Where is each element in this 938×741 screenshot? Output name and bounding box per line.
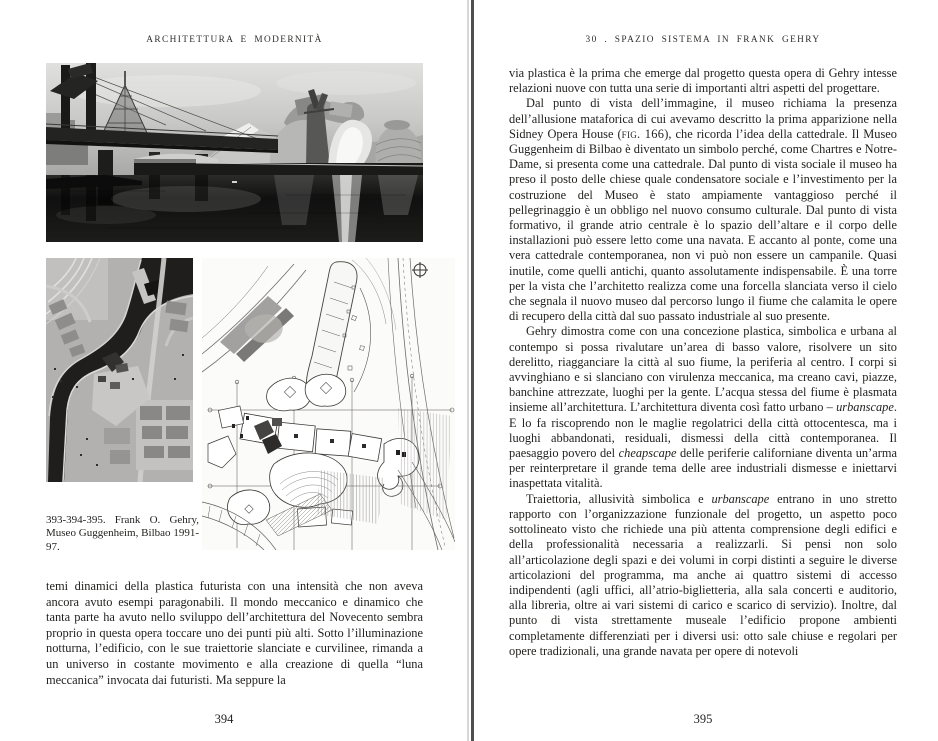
body-paragraph: temi dinamici della plastica futurista con una intensità che non aveva ancora avuto esempi paragonabili. Il mondo meccanico e dinamico che tanta parte ha avuto nello sviluppo dell’architettura del Novecento sembra proprio in questa opera toccare uno dei punti più alti. Sotto l’illuminazione notturna, l’edificio, con le sue traiettorie slanciate e curvilinee, rimanda a un universo in costante movimento e alla creazione di quella “luna meccanica” invocata dai futuristi. Ma seppure la: [46, 579, 423, 687]
page-number-left: 394: [214, 712, 234, 726]
italic-term: urbanscape: [711, 491, 770, 506]
italic-term: urbanscape: [836, 400, 894, 415]
body-text-right: [509, 66, 897, 706]
figure-aerial-site-photo: [46, 258, 193, 482]
running-head-left: ARCHITETTURA E MODERNITÀ: [146, 35, 323, 45]
body-paragraph: [509, 66, 897, 96]
page-gutter-divider: [471, 0, 474, 741]
quay: [134, 163, 423, 175]
paragraph-text: Gehry dimostra come con una concezione plastica, simbolica e urbana al contempo si possa rivalutare un’area di basso valore, risolvere un sito derelitto, riagganciare la città al suo fiume, la periferia al centro. I corpi si avvinghiano e si slanciano con virulenza meccanica, ma creano cavi, piazze, banchine attrezzate, luoghi per la gente. L’acqua stessa del fiume è plasmata insieme all’architettura. L’architettura diventa così fatto urbano –: [509, 324, 897, 415]
paragraph-text: delle periferie californiane diventa un’arma per reinterpretare il grande tema delle aree industriali dismesse e iniettarvi inaspettata vitalità.: [509, 446, 897, 491]
paragraph-text: via plastica è la prima che emerge dal progetto questa opera di Gehry intesse relazioni nuove con tutta una serie di importanti altri aspetti del progettare.: [509, 66, 897, 96]
body-paragraph: [509, 324, 897, 491]
running-head-right: 30 . SPAZIO SISTEMA IN FRANK GEHRY: [585, 35, 821, 45]
paragraph-text: . E lo fa riscoprendo non le maglie regolatrici della città ottocentesca, ma i luoghi abbandonati, residuali, dismessi della città contemporanea. Il paesaggio povero del: [509, 400, 897, 461]
body-text-left: [46, 579, 423, 691]
page-right: [475, 0, 938, 741]
paragraph-text: entrano in uno stretto rapporto con l’organizzazione funzionale del progetto, un aspetto poco sottolineato visto che richiede una più attenta comprensione degli edifici e della professionalità necessaria a realizzarli. Si pensi non solo all’articolazione degli spazi e dei volumi in corpi distinti a seguire le diverse articolazioni del programma, ma anche ai quattro sistemi di accesso indipendenti (agli uffici, all’atrio-biglietteria, alla sala concerti e auditorio, alla libreria, oltre ai vari sistemi di carico e scarico di servizio). Inoltre, dal punto di vista strettamente museale l’edificio propone ambienti completamente differenziati per i diversi usi: otto sale chiuse e regolari per opere tradizionali, una grande navata per opere di notevoli: [509, 491, 897, 658]
paragraph-text: Dal punto di vista dell’immagine, il museo richiama la presenza dell’allusione mataforica di cui avevamo descritto la prima apparizione nella Sidney Opera House (: [509, 96, 897, 141]
page-number-right: 395: [693, 712, 713, 726]
body-paragraph: [509, 492, 897, 659]
gutter-shadow: [467, 0, 469, 741]
figure-site-plan-drawing: [202, 258, 455, 550]
body-paragraph: [509, 96, 897, 324]
photo-guggenheim-svg: [46, 63, 423, 242]
park-terraces: [46, 258, 108, 324]
paragraph-text: Traiettoria, allusività simbolica e: [526, 491, 712, 506]
southwest-leaf: [227, 490, 269, 525]
italic-term: cheapscape: [618, 446, 677, 461]
aerial-photo-svg: [46, 258, 193, 482]
road-stripes: [398, 408, 452, 520]
figure-photo-guggenheim-bridge: [46, 63, 423, 242]
paragraph-text: ), che ricorda l’idea della cattedrale. Il Museo Guggenheim di Bilbao è diventato un simbolo perché, come Chartres e Notre-Dame, si presenta come una cattedrale. Dal punto di vista sociale il museo ha preso il posto delle chiese quale condensatore sociale e l’investimento per la costruzione del Museo è stato ampiamente vantaggioso perché il pellegrinaggio è un obbligo nel nuovo consumo culturale. Dal punto di vista formativo, il grande atrio centrale è lo spazio dell’altare e il corpo delle installazioni può essere letto come una navata. E accanto al ponte, come una vera cattedrale contemporanea, non vi può non essere un campanile. Quasi inutile, come quelli antichi, quanto assolutamente indispensabile. È una torre per la vista che l’architetto realizza come una forcella slanciata verso il cielo che segnala il nuovo museo dal percorso lungo il fiume che calamita le opere di recupero della città dal suo passato industriale al suo presente.: [509, 126, 897, 324]
figure-caption: 393-394-395. Frank O. Gehry, Museo Guggenheim, Bilbao 1991-97.: [46, 514, 199, 553]
page-left: [0, 0, 468, 741]
site-plan-svg: [202, 258, 455, 550]
figure-reference: fig. 166: [621, 126, 665, 141]
